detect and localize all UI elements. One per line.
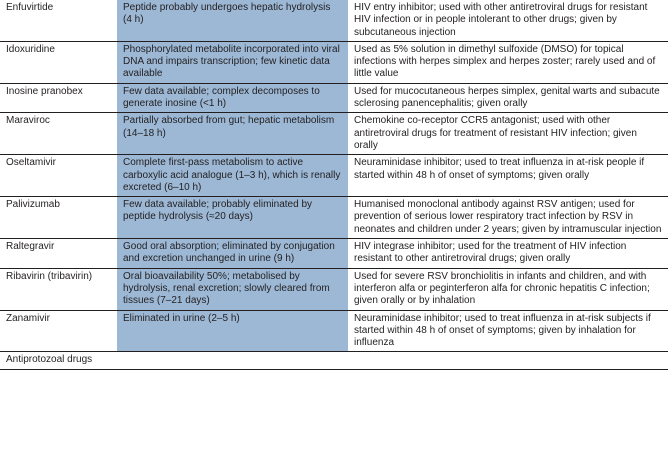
section-row [0,352,668,369]
table-row [0,310,668,352]
drug-name-cell: Idoxuridine [0,41,117,83]
drug-name-cell: Ribavirin (tribavirin) [0,268,117,310]
comments-cell: Used for mucocutaneous herpes simplex, genital warts and subacute sclerosing panencephalitis; given orally [348,83,668,113]
pharmacokinetics-cell: Oral bioavailability 50%; metabolised by hydrolysis, renal excretion; slowly cleared from tissues (7–21 days) [117,268,348,310]
table-row [0,41,668,83]
table-row [0,239,668,269]
comments-cell: Neuraminidase inhibitor; used to treat influenza in at-risk subjects if started within 48 h of onset of symptoms; given by inhalation for influenza [348,310,668,352]
drug-name-cell: Enfuvirtide [0,0,117,41]
pharmacokinetics-cell: Complete first-pass metabolism to active carboxylic acid analogue (1–3 h), which is renally excreted (6–10 h) [117,155,348,197]
drug-name-cell: Maraviroc [0,113,117,155]
pharmacokinetics-cell: Peptide probably undergoes hepatic hydrolysis (4 h) [117,0,348,41]
table-row [0,197,668,239]
comments-cell: HIV integrase inhibitor; used for the treatment of HIV infection resistant to other antiretroviral drugs; given orally [348,239,668,269]
table-row [0,113,668,155]
drug-name-cell: Palivizumab [0,197,117,239]
pharmacokinetics-cell: Phosphorylated metabolite incorporated into viral DNA and impairs transcription; few kinetic data available [117,41,348,83]
pharmacokinetics-cell: Partially absorbed from gut; hepatic metabolism (14–18 h) [117,113,348,155]
table-row [0,155,668,197]
comments-cell: Chemokine co-receptor CCR5 antagonist; used with other antiretroviral drugs for treatment of resistant HIV infection; given orally [348,113,668,155]
pharmacokinetics-cell: Eliminated in urine (2–5 h) [117,310,348,352]
comments-cell: Humanised monoclonal antibody against RSV antigen; used for prevention of serious lower respiratory tract infection by RSV in neonates and children under 2 years; given by intramuscular injection [348,197,668,239]
table-row [0,0,668,41]
pharmacokinetics-cell: Few data available; complex decomposes to generate inosine (<1 h) [117,83,348,113]
table-row [0,268,668,310]
section-heading: Antiprotozoal drugs [0,352,668,369]
comments-cell: HIV entry inhibitor; used with other antiretroviral drugs for resistant HIV infection or in people intolerant to other drugs; given by subcutaneous injection [348,0,668,41]
drug-name-cell: Oseltamivir [0,155,117,197]
comments-cell: Used for severe RSV bronchiolitis in infants and children, and with interferon alfa or peginterferon alfa for chronic hepatitis C infection; given orally or by inhalation [348,268,668,310]
pharmacokinetics-cell: Good oral absorption; eliminated by conjugation and excretion unchanged in urine (9 h) [117,239,348,269]
comments-cell: Neuraminidase inhibitor; used to treat influenza in at-risk people if started within 48 h of onset of symptoms; given orally [348,155,668,197]
comments-cell: Used as 5% solution in dimethyl sulfoxide (DMSO) for topical infections with herpes simplex and herpes zoster; rarely used and of little value [348,41,668,83]
drug-name-cell: Zanamivir [0,310,117,352]
drug-name-cell: Inosine pranobex [0,83,117,113]
drug-name-cell: Raltegravir [0,239,117,269]
table-row [0,83,668,113]
pharmacokinetics-cell: Few data available; probably eliminated by peptide hydrolysis (≈20 days) [117,197,348,239]
